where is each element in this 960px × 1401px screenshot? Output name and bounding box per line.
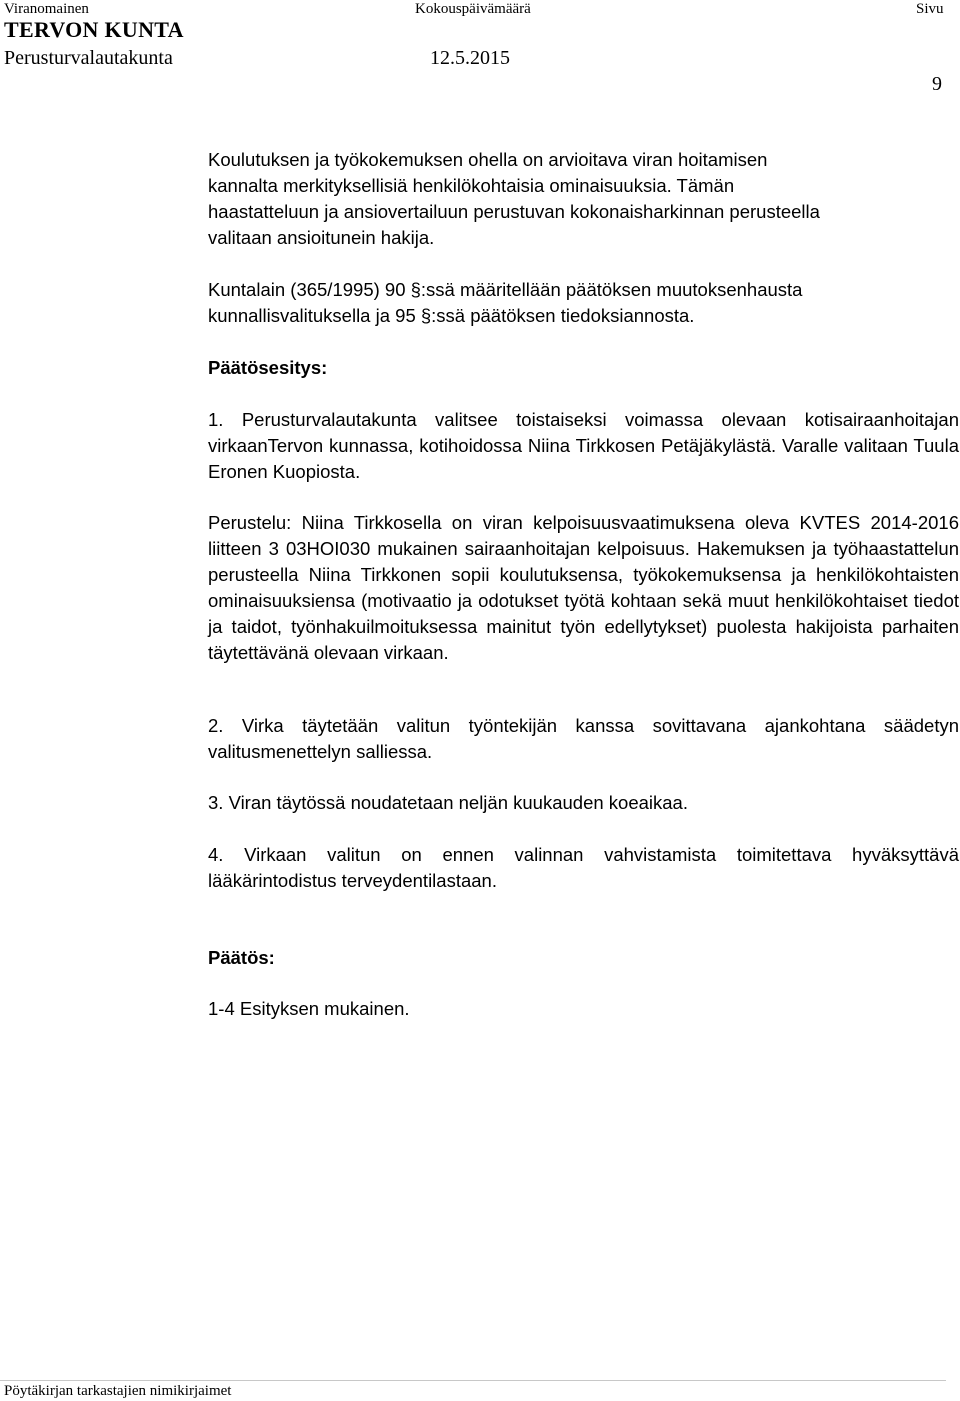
text-line: haastatteluun ja ansiovertailuun perustuvan kokonaisharkinnan perusteella — [208, 201, 820, 222]
proposal-item-4: 4. Virkaan valitun on ennen valinnan vahvistamista toimitettava hyväksyttävä lääkärintodistus terveydentilastaan. — [208, 844, 959, 891]
committee-name: Perusturvalautakunta — [4, 47, 173, 69]
proposal-item-2: 2. Virka täytetään valitun työntekijän kanssa sovittavana ajankohtana säädetyn valitusmenettelyn salliessa. — [208, 715, 959, 762]
text-line: kunnallisvalituksella ja 95 §:ssä päätöksen tiedoksiannosta. — [208, 305, 695, 326]
footer-divider — [0, 1380, 946, 1381]
page-number: 9 — [932, 73, 942, 95]
footer-signatures-label: Pöytäkirjan tarkastajien nimikirjaimet — [4, 1383, 232, 1399]
text-line: Koulutuksen ja työkokemuksen ohella on arvioitava viran hoitamisen — [208, 149, 768, 170]
header-label-page: Sivu — [916, 1, 944, 17]
paragraph-qualifications — [208, 147, 959, 251]
proposal-rationale: Perustelu: Niina Tirkkosella on viran kelpoisuusvaatimuksena oleva KVTES 2014-2016 liitteen 3 03HOI030 mukainen sairaanhoitajan kelpoisuus. Hakemuksen ja työhaastattelun perusteella Niina Tirkkonen sopii koulutuksensa, työkokemuksensa ja henkilökohtaisten ominaisuuksiensa (motivaatio ja odotukset työtä kohtaan sekä muut henkilökohtaiset tiedot ja taidot, työnhakuilmoituksessa mainitut työn edellytykset) puolesta hakijoista parhaiten täytettävänä olevaan virkaan. — [208, 512, 959, 663]
proposal-heading: Päätösesitys: — [208, 357, 328, 378]
decision-heading: Päätös: — [208, 947, 275, 968]
proposal-item-3: 3. Viran täytössä noudatetaan neljän kuukauden koeaikaa. — [208, 792, 688, 813]
decision-text: 1-4 Esityksen mukainen. — [208, 998, 410, 1019]
text-line: kannalta merkityksellisiä henkilökohtaisia ominaisuuksia. Tämän — [208, 175, 735, 196]
proposal-item-1: 1. Perusturvalautakunta valitsee toistaiseksi voimassa olevaan kotisairaanhoitajan virkaanTervon kunnassa, kotihoidossa Niina Tirkkosen Petäjäkylästä. Varalle valitaan Tuula Eronen Kuopiosta. — [208, 409, 959, 482]
header-label-meeting-date: Kokouspäivämäärä — [415, 1, 531, 17]
header-label-document: Viranomainen — [4, 1, 89, 17]
text-line: Kuntalain (365/1995) 90 §:ssä määritellään päätöksen muutoksenhausta — [208, 279, 803, 300]
paragraph-municipal-law — [208, 277, 959, 329]
meeting-date: 12.5.2015 — [430, 47, 510, 69]
text-line: valitaan ansioitunein hakija. — [208, 227, 435, 248]
organization-name: TERVON KUNTA — [4, 17, 184, 42]
